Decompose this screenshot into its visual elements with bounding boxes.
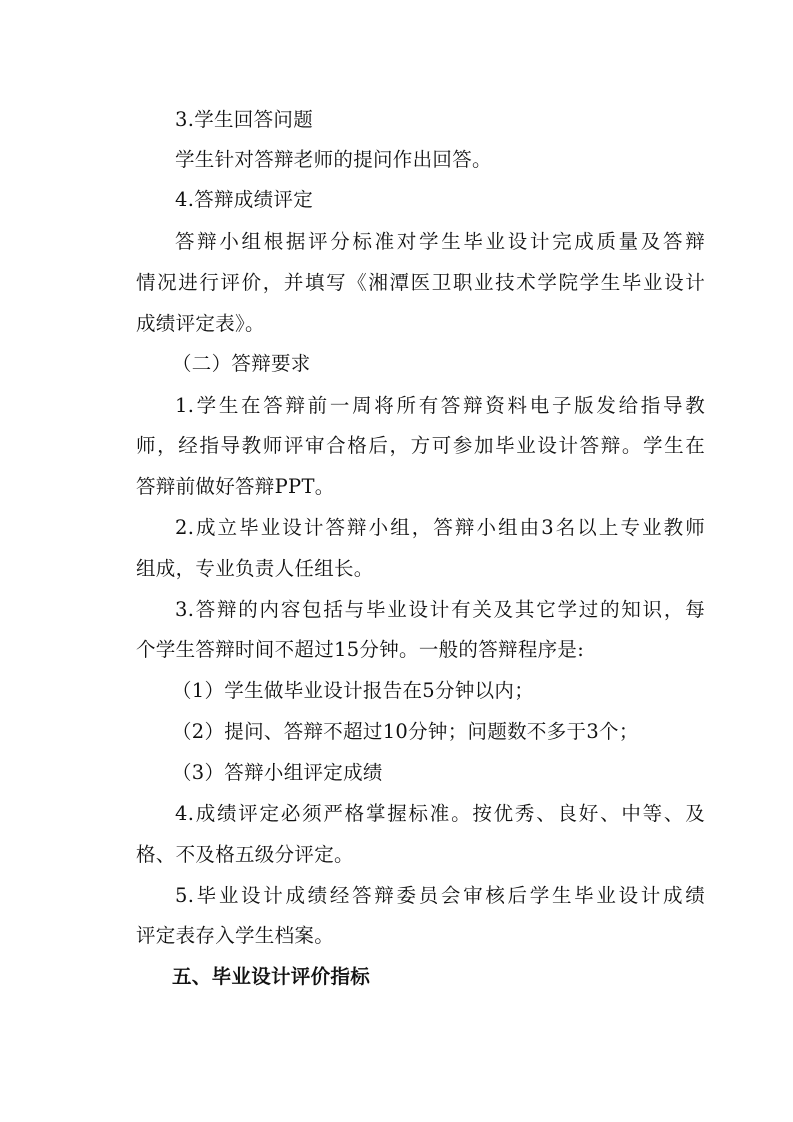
paragraph-line: 情况进行评价，并填写《湘潭医卫职业技术学院学生毕业设计 bbox=[136, 271, 705, 294]
paragraph-line: 5.毕业设计成绩经答辩委员会审核后学生毕业设计成绩 bbox=[175, 884, 705, 907]
paragraph-line: 学生针对答辩老师的提问作出回答。 bbox=[175, 148, 492, 171]
paragraph-line: 师，经指导教师评审合格后，方可参加毕业设计答辩。学生在 bbox=[136, 434, 705, 457]
procedure-item: （2）提问、答辩不超过10分钟；问题数不多于3个； bbox=[172, 720, 639, 743]
paragraph-line: 1.学生在答辩前一周将所有答辩资料电子版发给指导教 bbox=[175, 394, 705, 417]
procedure-item: （3）答辩小组评定成绩 bbox=[172, 761, 383, 784]
section-heading-evaluation-indicators: 五、毕业设计评价指标 bbox=[172, 965, 371, 988]
paragraph-line: 个学生答辩时间不超过15分钟。一般的答辩程序是: bbox=[136, 638, 585, 661]
subheading-step-4: 4.答辩成绩评定 bbox=[175, 188, 314, 211]
paragraph-line: 组成，专业负责人任组长。 bbox=[136, 557, 374, 580]
procedure-item: （1）学生做毕业设计报告在5分钟以内； bbox=[172, 679, 535, 702]
paragraph-line: 2.成立毕业设计答辩小组，答辩小组由3名以上专业教师 bbox=[175, 516, 705, 539]
paragraph-line: 答辩前做好答辩PPT。 bbox=[136, 475, 335, 498]
subheading-step-3: 3.学生回答问题 bbox=[175, 108, 314, 131]
paragraph-line: 评定表存入学生档案。 bbox=[136, 924, 335, 947]
paragraph-line: 格、不及格五级分评定。 bbox=[136, 843, 354, 866]
paragraph-line: 3.答辩的内容包括与毕业设计有关及其它学过的知识，每 bbox=[175, 598, 705, 621]
paragraph-line: 4.成绩评定必须严格掌握标准。按优秀、良好、中等、及 bbox=[175, 802, 705, 825]
paragraph-line: 成绩评定表》。 bbox=[136, 312, 265, 335]
section-heading-defense-requirements: （二）答辩要求 bbox=[172, 352, 311, 375]
paragraph-line: 答辩小组根据评分标准对学生毕业设计完成质量及答辩 bbox=[175, 230, 705, 253]
